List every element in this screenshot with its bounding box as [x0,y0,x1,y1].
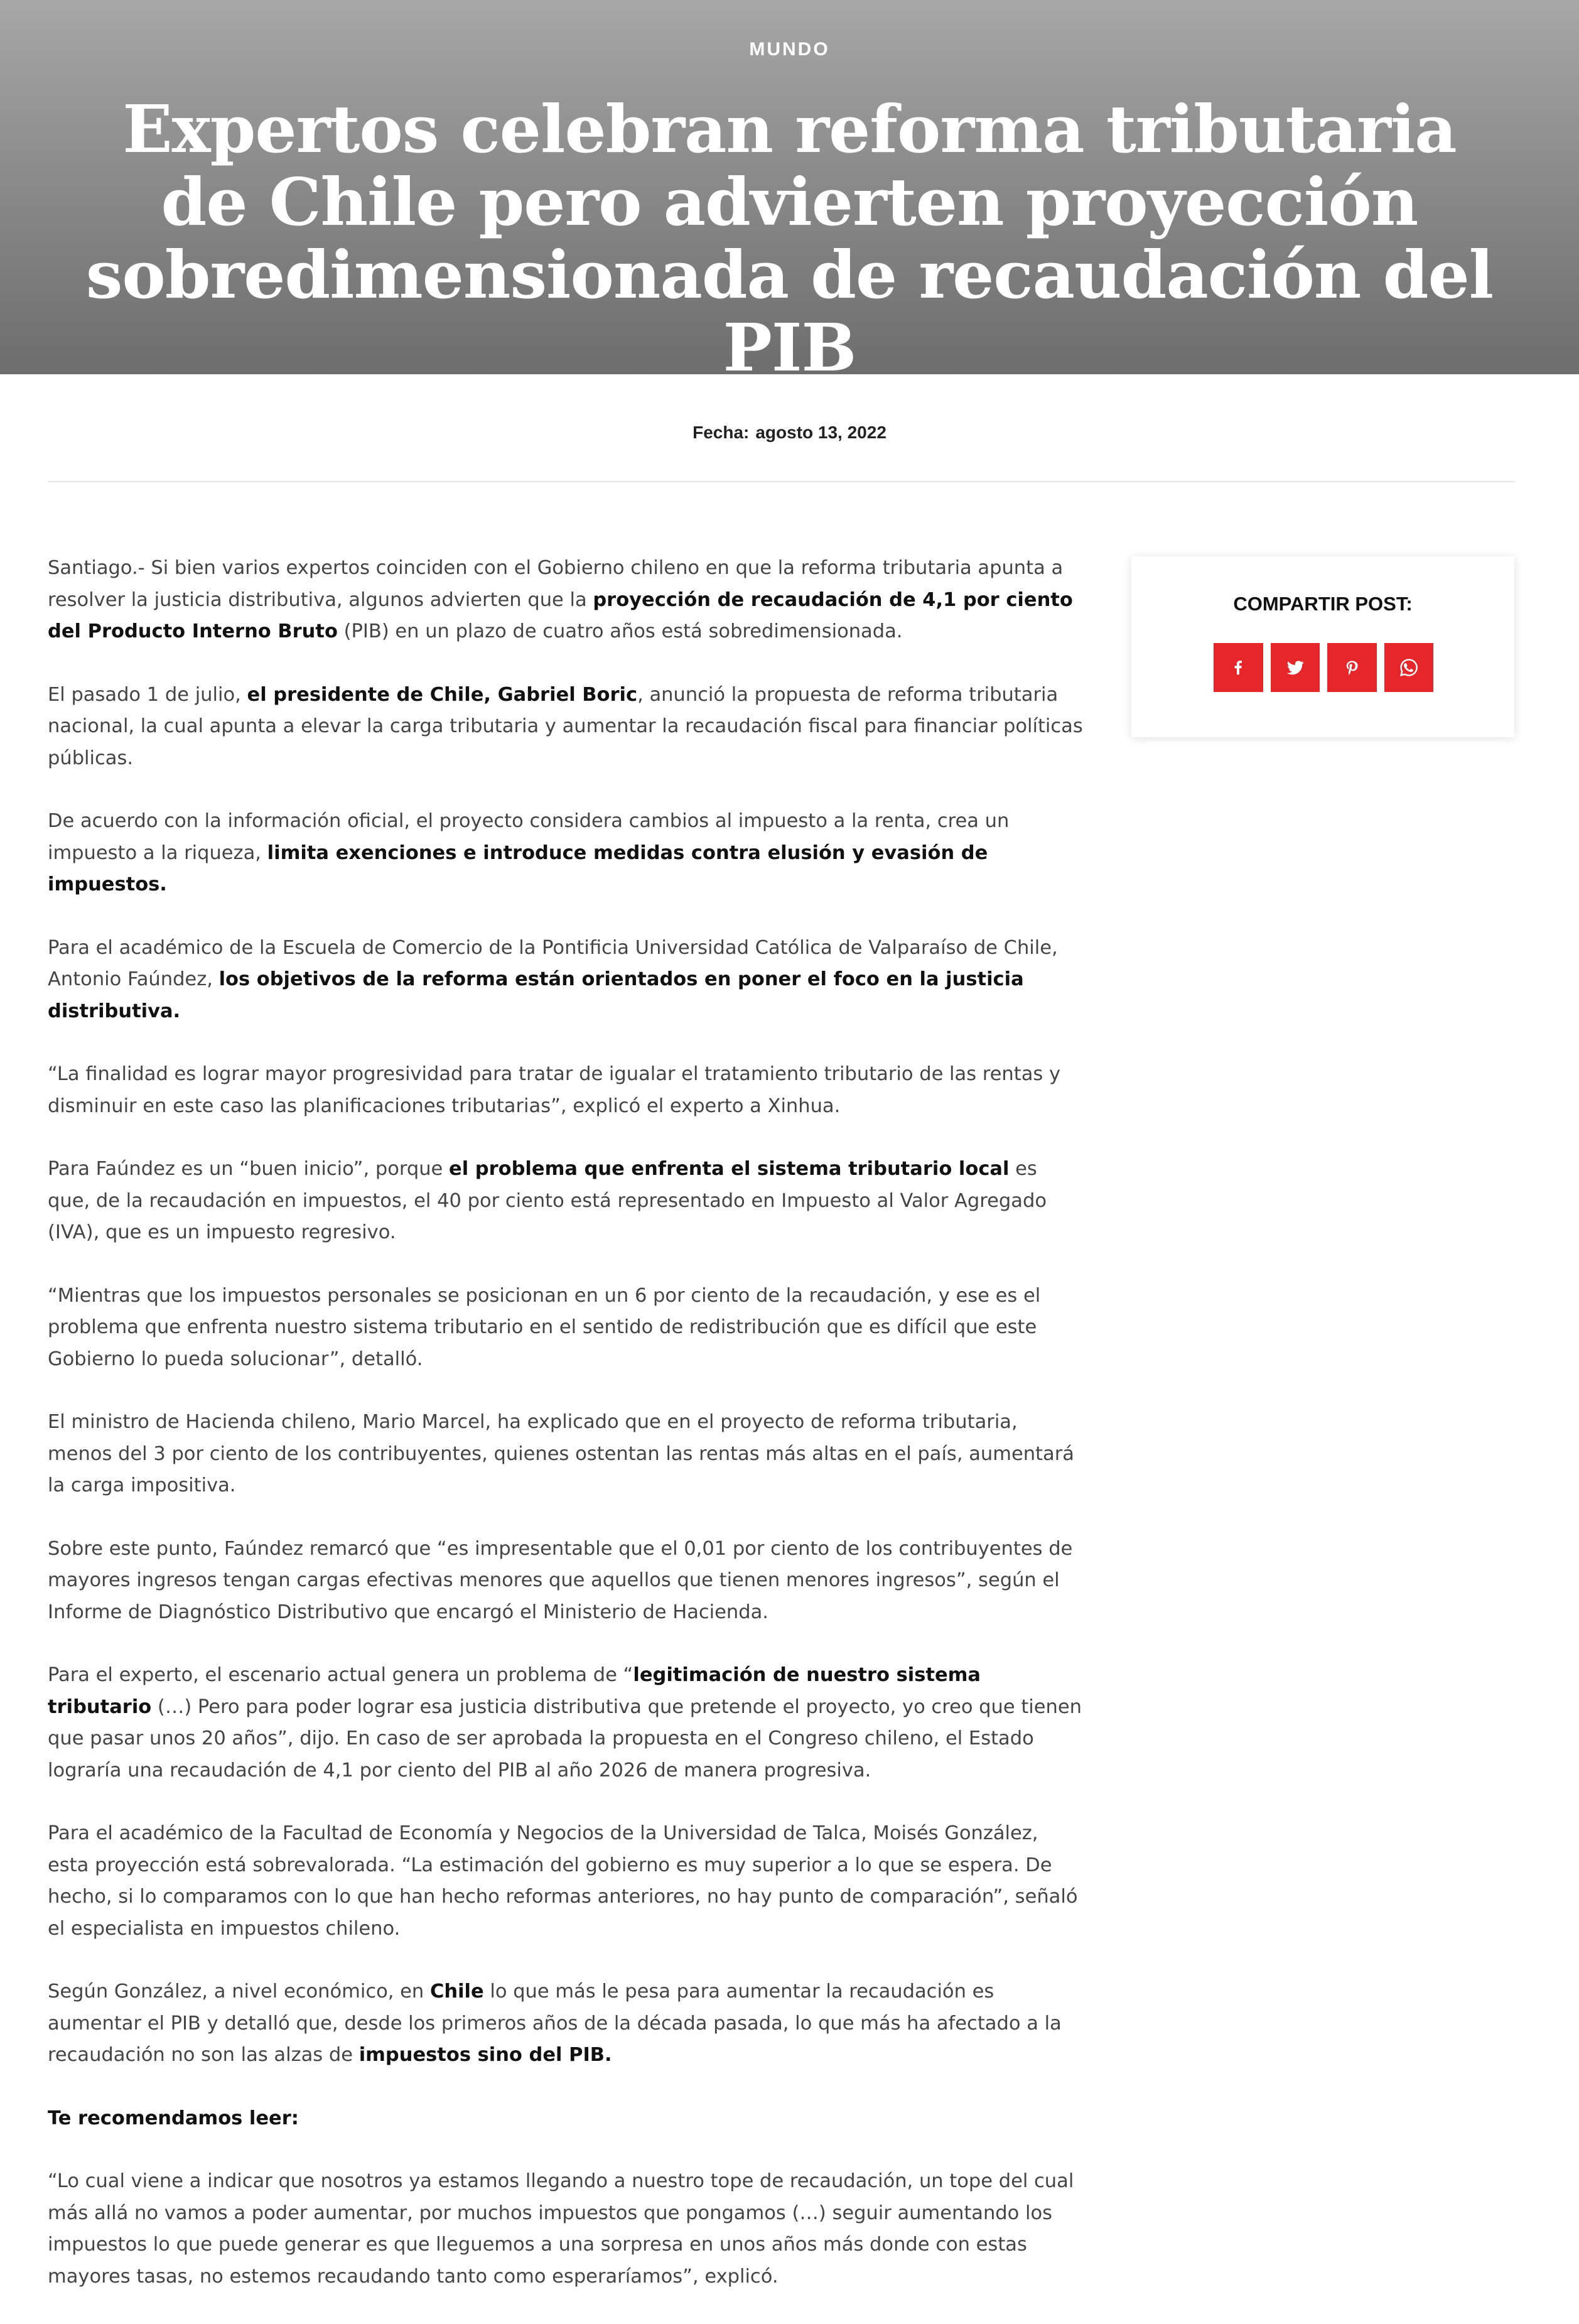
date-label: Fecha: [692,423,750,442]
date-value: agosto 13, 2022 [755,423,887,442]
bold-text: legitimación de nuestro sistema tributario [48,1664,981,1718]
share-title: COMPARTIR POST: [1233,593,1413,615]
article-paragraph [48,1407,1084,1502]
bold-text: Te recomendamos leer: [48,2107,299,2129]
bold-text: el problema que enfrenta el sistema tributario local [449,1158,1010,1180]
article-paragraph [48,1976,1084,2072]
text-run: El ministro de Hacienda chileno, Mario Marcel, ha explicado que en el proyecto de reforma tributaria, menos del 3 por ciento de los contribuyentes, quienes ostentan las rentas más altas en el país, aumentará la carga impositiva. [48,1411,1074,1496]
bold-text: proyección de recaudación de 4,1 por ciento del Producto Interno Bruto [48,588,1073,642]
text-run: El pasado 1 de julio, [48,683,247,706]
article-paragraph [48,553,1084,648]
text-run: Para el académico de la Facultad de Economía y Negocios de la Universidad de Talca, Moisés González, esta proyección está sobrevalorada. “La estimación del gobierno es muy superior a lo que se espera. De hecho, si lo comparamos con lo que han hecho reformas anteriores, no hay punto de comparación”, señaló el especialista en impuestos chileno. [48,1822,1078,1940]
pinterest-icon [1343,658,1361,677]
text-run: “La finalidad es lograr mayor progresividad para tratar de igualar el tratamiento tributario de las rentas y disminuir en este caso las planificaciones tributarias”, explicó el experto a Xinhua. [48,1063,1061,1117]
text-run: es que, de la recaudación en impuestos, el 40 por ciento está representado en Impuesto al Valor Agregado (IVA), que es un impuesto regresivo. [48,1158,1047,1243]
article-paragraph [48,2103,1084,2135]
pinterest-share-button[interactable] [1327,643,1377,692]
article-paragraph [48,679,1084,775]
article-meta [0,423,1579,443]
text-run: Para el académico de la Escuela de Comercio de la Pontificia Universidad Católica de Valparaíso de Chile, Antonio Faúndez, [48,936,1058,990]
divider [48,481,1515,482]
bold-text: los objetivos de la reforma están orientados en poner el foco en la justicia distributiva. [48,968,1024,1022]
twitter-icon [1285,657,1305,678]
article-paragraph [48,1533,1084,1629]
article-title: Expertos celebran reforma tributaria de Chile pero advierten proyección sobredimensionada de recaudación del PIB [85,90,1494,386]
facebook-icon [1229,658,1248,677]
text-run: , anunció la propuesta de reforma tributaria nacional, la cual apunta a elevar la carga tributaria y aumentar la recaudación fiscal para financiar políticas públicas. [48,683,1083,769]
article-paragraph [48,2166,1084,2293]
text-run: Según González, a nivel económico, en [48,1981,430,2002]
article-paragraph [48,1059,1084,1122]
share-widget [1131,556,1514,737]
article-paragraph [48,1154,1084,1249]
bold-text: Chile [429,1981,484,2002]
bold-text: impuestos sino del PIB. [358,2044,612,2066]
text-run: Para el experto, el escenario actual genera un problema de “ [48,1664,633,1686]
article-paragraph [48,1818,1084,1945]
category-label[interactable]: MUNDO [749,39,830,60]
article-paragraph [48,932,1084,1028]
text-run: Sobre este punto, Faúndez remarcó que “es impresentable que el 0,01 por ciento de los contribuyentes de mayores ingresos tengan cargas efectivas menores que aquellos que tienen menores ingresos”, según el Informe de Diagnóstico Distributivo que encargó el Ministerio de Hacienda. [48,1537,1073,1623]
facebook-share-button[interactable] [1214,643,1263,692]
text-run: lo que más le pesa para aumentar la recaudación es aumentar el PIB y detalló que, desde los primeros años de la década pasada, lo que más ha afectado a la recaudación no son las alzas de [48,1981,1062,2066]
whatsapp-icon [1398,657,1420,678]
text-run: (…) Pero para poder lograr esa justicia distributiva que pretende el proyecto, yo creo que tienen que pasar unos 20 años”, dijo. En caso de ser aprobada la propuesta en el Congreso chileno, el Estado lograría una recaudación de 4,1 por ciento del PIB al año 2026 de manera progresiva. [48,1695,1082,1781]
bold-text: el presidente de Chile, Gabriel Boric [247,683,638,706]
article-body [48,553,1084,2324]
bold-text: limita exenciones e introduce medidas contra elusión y evasión de impuestos. [48,841,988,895]
text-run: “Lo cual viene a indicar que nosotros ya estamos llegando a nuestro tope de recaudación, un tope del cual más allá no vamos a poder aumentar, por muchos impuestos que pongamos (…) seguir aumentando los impuestos lo que puede generar es que lleguemos a una sorpresa en unos años más donde con estas mayores tasas, no estemos recaudando tanto como esperaríamos”, explicó. [48,2170,1074,2288]
article-paragraph [48,806,1084,901]
text-run: Santiago.- Si bien varios expertos coinciden con el Gobierno chileno en que la reforma tributaria apunta a resolver la justicia distributiva, algunos advierten que la [48,557,1064,611]
whatsapp-share-button[interactable] [1384,643,1434,692]
text-run: “Mientras que los impuestos personales se posicionan en un 6 por ciento de la recaudación, y ese es el problema que enfrenta nuestro sistema tributario en el sentido de redistribución que es difícil que este Gobierno lo pueda solucionar”, detalló. [48,1284,1041,1370]
article-paragraph [48,1660,1084,1786]
share-buttons [1214,643,1433,692]
article-hero [0,0,1579,386]
article-paragraph [48,1280,1084,1376]
text-run: Para Faúndez es un “buen inicio”, porque [48,1158,450,1180]
text-run: (PIB) en un plazo de cuatro años está sobredimensionada. [337,620,903,642]
twitter-share-button[interactable] [1271,643,1320,692]
text-run: De acuerdo con la información oficial, el proyecto considera cambios al impuesto a la renta, crea un impuesto a la riqueza, [48,810,1010,864]
